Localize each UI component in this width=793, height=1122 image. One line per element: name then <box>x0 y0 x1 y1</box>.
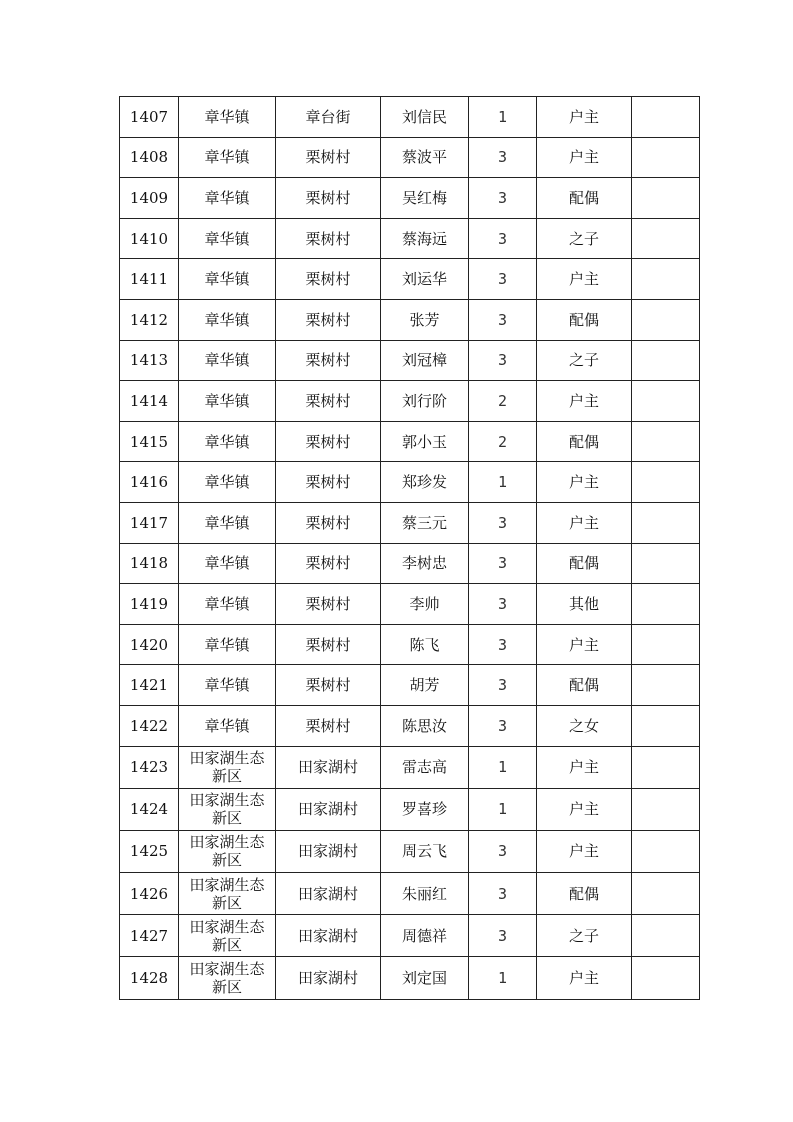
row-number-cell: 1408 <box>120 137 179 178</box>
household-count-cell: 3 <box>469 543 537 584</box>
relation-cell: 配偶 <box>537 421 632 462</box>
town-name-line: 章华镇 <box>204 716 250 735</box>
village-cell: 田家湖村 <box>276 830 381 872</box>
village-cell: 田家湖村 <box>276 788 381 830</box>
person-name-cell: 李帅 <box>381 584 469 625</box>
relation-cell: 配偶 <box>537 178 632 219</box>
town-name-line: 田家湖生态 <box>189 875 265 894</box>
town-cell <box>179 218 276 259</box>
table-row <box>120 299 700 340</box>
row-number-cell: 1428 <box>120 957 179 999</box>
relation-cell: 户主 <box>537 137 632 178</box>
table-row <box>120 340 700 381</box>
town-cell <box>179 462 276 503</box>
household-count-cell: 1 <box>469 462 537 503</box>
table-row <box>120 543 700 584</box>
note-cell <box>632 137 700 178</box>
village-cell: 田家湖村 <box>276 873 381 915</box>
town-name-line: 新区 <box>211 809 242 828</box>
household-count-cell: 3 <box>469 705 537 746</box>
town-cell <box>179 788 276 830</box>
roster-body <box>120 97 700 1000</box>
town-name-line: 章华镇 <box>204 554 250 573</box>
relation-cell: 之子 <box>537 915 632 957</box>
note-cell <box>632 299 700 340</box>
town-name-line: 章华镇 <box>204 148 250 167</box>
town-cell <box>179 665 276 706</box>
person-name-cell: 刘定国 <box>381 957 469 999</box>
town-cell <box>179 705 276 746</box>
relation-cell: 户主 <box>537 97 632 138</box>
note-cell <box>632 178 700 219</box>
table-row <box>120 705 700 746</box>
household-count-cell: 3 <box>469 218 537 259</box>
note-cell <box>632 421 700 462</box>
person-name-cell: 刘冠樟 <box>381 340 469 381</box>
relation-cell: 户主 <box>537 746 632 788</box>
town-cell <box>179 873 276 915</box>
note-cell <box>632 957 700 999</box>
household-count-cell: 3 <box>469 299 537 340</box>
person-name-cell: 蔡海远 <box>381 218 469 259</box>
row-number-cell: 1418 <box>120 543 179 584</box>
row-number-cell: 1410 <box>120 218 179 259</box>
relation-cell: 其他 <box>537 584 632 625</box>
town-name-line: 田家湖生态 <box>189 833 265 852</box>
relation-cell: 户主 <box>537 381 632 422</box>
row-number-cell: 1415 <box>120 421 179 462</box>
town-cell <box>179 340 276 381</box>
town-cell <box>179 259 276 300</box>
note-cell <box>632 97 700 138</box>
table-row <box>120 218 700 259</box>
table-row <box>120 421 700 462</box>
town-name-line: 章华镇 <box>204 676 250 695</box>
row-number-cell: 1421 <box>120 665 179 706</box>
household-count-cell: 1 <box>469 97 537 138</box>
table-row <box>120 381 700 422</box>
town-name-line: 章华镇 <box>204 188 250 207</box>
household-count-cell: 1 <box>469 957 537 999</box>
relation-cell: 之子 <box>537 340 632 381</box>
town-cell <box>179 502 276 543</box>
table-row <box>120 624 700 665</box>
household-count-cell: 1 <box>469 788 537 830</box>
note-cell <box>632 705 700 746</box>
note-cell <box>632 830 700 872</box>
village-cell: 田家湖村 <box>276 746 381 788</box>
household-count-cell: 3 <box>469 624 537 665</box>
person-name-cell: 刘运华 <box>381 259 469 300</box>
row-number-cell: 1426 <box>120 873 179 915</box>
village-cell: 栗树村 <box>276 381 381 422</box>
village-cell: 栗树村 <box>276 705 381 746</box>
person-name-cell: 陈飞 <box>381 624 469 665</box>
person-name-cell: 刘信民 <box>381 97 469 138</box>
table-row <box>120 137 700 178</box>
town-cell <box>179 543 276 584</box>
row-number-cell: 1416 <box>120 462 179 503</box>
village-cell: 田家湖村 <box>276 915 381 957</box>
household-roster-table <box>119 96 700 1000</box>
village-cell: 栗树村 <box>276 421 381 462</box>
person-name-cell: 吴红梅 <box>381 178 469 219</box>
row-number-cell: 1424 <box>120 788 179 830</box>
person-name-cell: 蔡三元 <box>381 502 469 543</box>
table-row <box>120 178 700 219</box>
relation-cell: 之女 <box>537 705 632 746</box>
town-name-line: 章华镇 <box>204 270 250 289</box>
town-name-line: 章华镇 <box>204 473 250 492</box>
town-cell <box>179 299 276 340</box>
household-count-cell: 3 <box>469 137 537 178</box>
town-name-line: 新区 <box>211 978 242 997</box>
town-cell <box>179 137 276 178</box>
town-cell <box>179 915 276 957</box>
town-cell <box>179 624 276 665</box>
town-name-line: 章华镇 <box>204 594 250 613</box>
town-name-line: 章华镇 <box>204 107 250 126</box>
note-cell <box>632 543 700 584</box>
note-cell <box>632 259 700 300</box>
town-name-line: 田家湖生态 <box>189 960 265 979</box>
relation-cell: 配偶 <box>537 665 632 706</box>
town-name-line: 章华镇 <box>204 351 250 370</box>
table-row <box>120 957 700 999</box>
household-count-cell: 3 <box>469 665 537 706</box>
village-cell: 栗树村 <box>276 218 381 259</box>
relation-cell: 户主 <box>537 957 632 999</box>
note-cell <box>632 502 700 543</box>
person-name-cell: 胡芳 <box>381 665 469 706</box>
town-cell <box>179 746 276 788</box>
row-number-cell: 1409 <box>120 178 179 219</box>
town-cell <box>179 830 276 872</box>
town-cell <box>179 957 276 999</box>
person-name-cell: 刘行阶 <box>381 381 469 422</box>
town-name-line: 田家湖生态 <box>189 791 265 810</box>
person-name-cell: 周德祥 <box>381 915 469 957</box>
village-cell: 栗树村 <box>276 462 381 503</box>
town-cell <box>179 421 276 462</box>
relation-cell: 之子 <box>537 218 632 259</box>
relation-cell: 户主 <box>537 788 632 830</box>
town-cell <box>179 97 276 138</box>
household-count-cell: 3 <box>469 584 537 625</box>
person-name-cell: 张芳 <box>381 299 469 340</box>
row-number-cell: 1419 <box>120 584 179 625</box>
town-name-line: 新区 <box>211 851 242 870</box>
person-name-cell: 郭小玉 <box>381 421 469 462</box>
table-row <box>120 462 700 503</box>
town-name-line: 新区 <box>211 935 242 954</box>
table-row <box>120 830 700 872</box>
village-cell: 栗树村 <box>276 340 381 381</box>
household-count-cell: 2 <box>469 381 537 422</box>
person-name-cell: 罗喜珍 <box>381 788 469 830</box>
town-name-line: 新区 <box>211 893 242 912</box>
relation-cell: 户主 <box>537 624 632 665</box>
table-row <box>120 584 700 625</box>
town-cell <box>179 178 276 219</box>
row-number-cell: 1427 <box>120 915 179 957</box>
village-cell: 栗树村 <box>276 665 381 706</box>
note-cell <box>632 381 700 422</box>
town-cell <box>179 584 276 625</box>
table-row <box>120 746 700 788</box>
table-row <box>120 97 700 138</box>
household-count-cell: 3 <box>469 873 537 915</box>
person-name-cell: 陈思汝 <box>381 705 469 746</box>
household-count-cell: 2 <box>469 421 537 462</box>
note-cell <box>632 218 700 259</box>
table-row <box>120 915 700 957</box>
town-name-line: 章华镇 <box>204 513 250 532</box>
table-row <box>120 665 700 706</box>
town-name-line: 章华镇 <box>204 310 250 329</box>
note-cell <box>632 340 700 381</box>
town-name-line: 章华镇 <box>204 229 250 248</box>
person-name-cell: 蔡波平 <box>381 137 469 178</box>
relation-cell: 配偶 <box>537 873 632 915</box>
table-row <box>120 873 700 915</box>
note-cell <box>632 873 700 915</box>
table-row <box>120 788 700 830</box>
village-cell: 栗树村 <box>276 137 381 178</box>
household-count-cell: 1 <box>469 746 537 788</box>
note-cell <box>632 584 700 625</box>
town-name-line: 章华镇 <box>204 635 250 654</box>
village-cell: 田家湖村 <box>276 957 381 999</box>
row-number-cell: 1420 <box>120 624 179 665</box>
relation-cell: 户主 <box>537 259 632 300</box>
note-cell <box>632 915 700 957</box>
village-cell: 栗树村 <box>276 259 381 300</box>
household-count-cell: 3 <box>469 830 537 872</box>
person-name-cell: 朱丽红 <box>381 873 469 915</box>
row-number-cell: 1425 <box>120 830 179 872</box>
relation-cell: 配偶 <box>537 543 632 584</box>
row-number-cell: 1407 <box>120 97 179 138</box>
row-number-cell: 1423 <box>120 746 179 788</box>
town-name-line: 章华镇 <box>204 391 250 410</box>
relation-cell: 户主 <box>537 830 632 872</box>
person-name-cell: 雷志高 <box>381 746 469 788</box>
household-count-cell: 3 <box>469 340 537 381</box>
household-count-cell: 3 <box>469 178 537 219</box>
note-cell <box>632 665 700 706</box>
note-cell <box>632 746 700 788</box>
village-cell: 栗树村 <box>276 299 381 340</box>
note-cell <box>632 788 700 830</box>
person-name-cell: 李树忠 <box>381 543 469 584</box>
note-cell <box>632 624 700 665</box>
town-cell <box>179 381 276 422</box>
village-cell: 栗树村 <box>276 178 381 219</box>
household-count-cell: 3 <box>469 915 537 957</box>
village-cell: 章台街 <box>276 97 381 138</box>
note-cell <box>632 462 700 503</box>
town-name-line: 田家湖生态 <box>189 749 265 768</box>
table-row <box>120 259 700 300</box>
village-cell: 栗树村 <box>276 502 381 543</box>
village-cell: 栗树村 <box>276 584 381 625</box>
town-name-line: 田家湖生态 <box>189 917 265 936</box>
row-number-cell: 1414 <box>120 381 179 422</box>
row-number-cell: 1411 <box>120 259 179 300</box>
village-cell: 栗树村 <box>276 624 381 665</box>
table-row <box>120 502 700 543</box>
relation-cell: 户主 <box>537 462 632 503</box>
row-number-cell: 1412 <box>120 299 179 340</box>
town-name-line: 章华镇 <box>204 432 250 451</box>
person-name-cell: 郑珍发 <box>381 462 469 503</box>
person-name-cell: 周云飞 <box>381 830 469 872</box>
relation-cell: 户主 <box>537 502 632 543</box>
household-count-cell: 3 <box>469 259 537 300</box>
row-number-cell: 1417 <box>120 502 179 543</box>
town-name-line: 新区 <box>211 767 242 786</box>
row-number-cell: 1422 <box>120 705 179 746</box>
row-number-cell: 1413 <box>120 340 179 381</box>
household-count-cell: 3 <box>469 502 537 543</box>
relation-cell: 配偶 <box>537 299 632 340</box>
village-cell: 栗树村 <box>276 543 381 584</box>
